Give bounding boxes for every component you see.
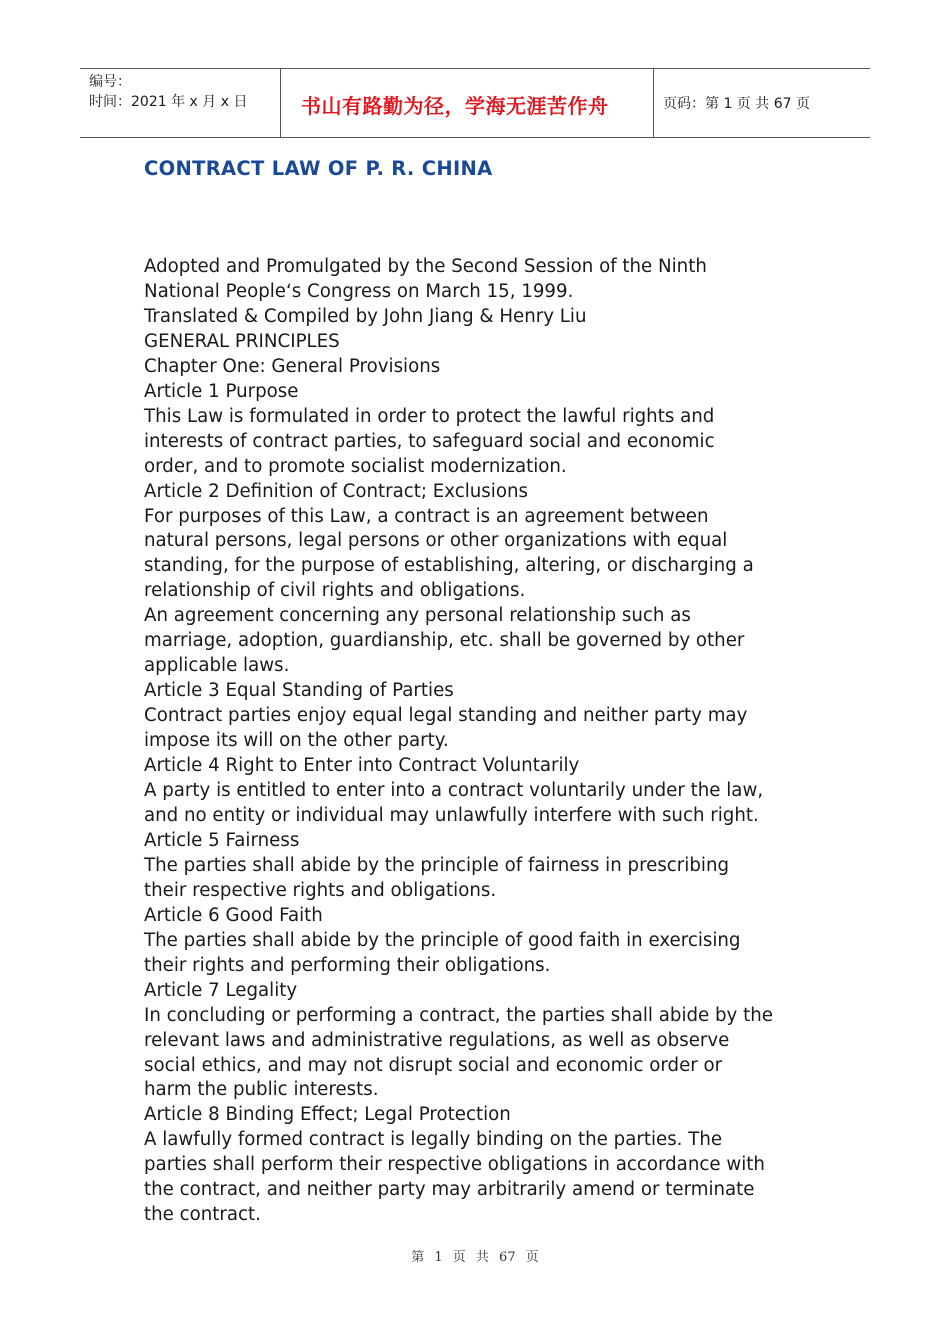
body-line: their rights and performing their obligations.	[144, 954, 551, 976]
page-footer: 第 1 页 共 67 页	[411, 1250, 539, 1265]
body-line: The parties shall abide by the principle of fairness in prescribing	[144, 854, 730, 876]
body-line: For purposes of this Law, a contract is an agreement between	[144, 505, 709, 527]
body-line: GENERAL PRINCIPLES	[144, 330, 340, 352]
body-line: standing, for the purpose of establishing, altering, or discharging a	[144, 555, 754, 577]
body-line: Article 5 Fairness	[144, 829, 300, 851]
body-line: social ethics, and may not disrupt social and economic order or	[144, 1054, 723, 1076]
body-line: Article 1 Purpose	[144, 380, 299, 402]
body-line: parties shall perform their respective obligations in accordance with	[144, 1154, 765, 1176]
header-page-info: 页码：第 1 页 共 67 页	[663, 96, 810, 112]
body-line: A lawfully formed contract is legally binding on the parties. The	[144, 1129, 723, 1151]
date-label: 时间：2021 年 x 月 x 日	[89, 94, 248, 110]
body-line: The parties shall abide by the principle of good faith in exercising	[144, 929, 741, 951]
body-line: Article 4 Right to Enter into Contract Voluntarily	[144, 755, 580, 777]
body-line: Article 3 Equal Standing of Parties	[144, 680, 454, 702]
body-line: relevant laws and administrative regulations, as well as observe	[144, 1029, 730, 1051]
body-line: An agreement concerning any personal relationship such as	[144, 605, 691, 627]
body-line: Article 2 Definition of Contract; Exclusions	[144, 480, 528, 502]
page-header	[80, 68, 870, 138]
body-line: Article 7 Legality	[144, 979, 298, 1001]
body-line: natural persons, legal persons or other organizations with equal	[144, 530, 728, 552]
body-line: This Law is formulated in order to protect the lawful rights and	[144, 405, 715, 427]
body-line: In concluding or performing a contract, the parties shall abide by the	[144, 1004, 773, 1026]
document-body	[144, 255, 824, 1228]
serial-number-label: 编号：	[89, 74, 131, 90]
body-line: Contract parties enjoy equal legal standing and neither party may	[144, 705, 748, 727]
body-line: marriage, adoption, guardianship, etc. shall be governed by other	[144, 630, 745, 652]
body-line: Translated & Compiled by John Jiang & Henry Liu	[144, 305, 587, 327]
body-line: order, and to promote socialist modernization.	[144, 455, 567, 477]
body-line: the contract, and neither party may arbitrarily amend or terminate	[144, 1179, 755, 1201]
body-line: harm the public interests.	[144, 1079, 379, 1101]
body-line: A party is entitled to enter into a contract voluntarily under the law,	[144, 780, 764, 802]
body-line: Article 6 Good Faith	[144, 904, 323, 926]
document-title: CONTRACT LAW OF P. R. CHINA	[144, 157, 493, 180]
body-line: impose its will on the other party.	[144, 730, 449, 752]
body-line: Chapter One: General Provisions	[144, 355, 441, 377]
body-line: and no entity or individual may unlawfully interfere with such right.	[144, 804, 759, 826]
body-line: interests of contract parties, to safeguard social and economic	[144, 430, 715, 452]
body-line: their respective rights and obligations.	[144, 879, 497, 901]
body-line: Adopted and Promulgated by the Second Session of the Ninth	[144, 256, 707, 277]
body-line: applicable laws.	[144, 655, 290, 677]
body-line: Article 8 Binding Effect; Legal Protection	[144, 1104, 511, 1126]
body-line: relationship of civil rights and obligations.	[144, 580, 526, 602]
header-meta-cell	[80, 69, 281, 137]
body-line: the contract.	[144, 1204, 261, 1226]
body-line: National People‘s Congress on March 15, 1999.	[144, 280, 574, 302]
header-motto: 书山有路勤为径，学海无涯苦作舟	[281, 69, 654, 137]
